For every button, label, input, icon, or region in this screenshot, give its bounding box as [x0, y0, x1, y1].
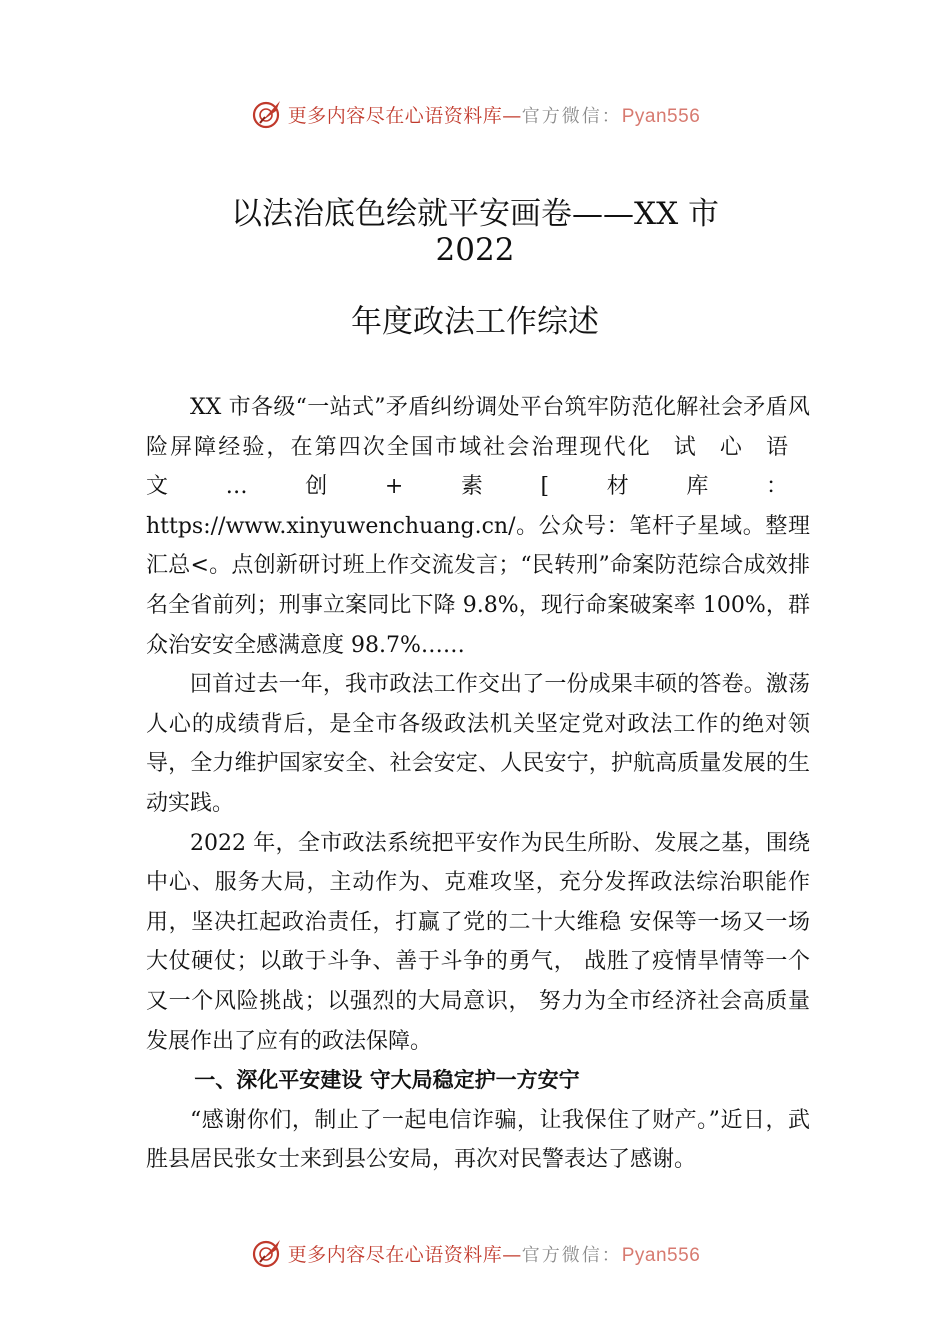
section-heading-1: 一、深化平安建设 守大局稳定护一方安宁	[194, 1068, 580, 1093]
watermark-dash: —	[502, 104, 522, 127]
document-title-line3: 年度政法工作综述	[351, 304, 599, 340]
footer-watermark-banner	[0, 1233, 950, 1273]
watermark-dash: —	[502, 1243, 522, 1266]
paragraph-4: “感谢你们，制止了一起电信诈骗，让我保住了财产。”近日，武胜县居民张女士来到县公安局，再次对民警表达了感谢。	[146, 1107, 810, 1173]
document-title-line2: 2022	[435, 232, 515, 268]
watermark-official-label: 官方微信：	[521, 105, 622, 127]
watermark-official-label: 官方微信：	[521, 1244, 622, 1266]
paragraph-1-part-c: https://	[146, 513, 226, 539]
paragraph-1-part-d: www.xinyuwenchuang.cn/。公众号：笔杆子星域。整理汇总<。点创新研讨班上作交流发言；“民转刑”命案防范综合成效排名全省前列；刑事立案同比下降 9.8%，现行命案破案率 100%，群众治安安全感满意度 98.7%……	[146, 513, 810, 658]
paragraph-1-part-b: 化试心语文…创+素[材库：	[146, 434, 810, 500]
document-title-line1: 以法治底色绘就平安画卷——XX 市	[231, 196, 719, 232]
document-body	[146, 388, 810, 1180]
watermark-text	[288, 101, 701, 128]
watermark-wechat-id: Pyan556	[621, 1244, 701, 1266]
paragraph-1-part-a: XX 市各级“一站式”矛盾纠纷调处平台筑牢防范化解社会矛盾风险屏障经验，在第四次全国市域社会治理现代	[146, 395, 810, 460]
watermark-site-name: 更多内容尽在心语资料库	[287, 1243, 503, 1266]
paragraph-1	[146, 388, 810, 665]
header-watermark-banner	[0, 94, 950, 134]
paragraph-2: 回首过去一年，我市政法工作交出了一份成果丰硕的答卷。激荡人心的成绩背后，是全市各级政法机关坚定党对政法工作的绝对领导，全力维护国家安全、社会安定、人民安宁，护航高质量发展的生动实践。	[146, 672, 810, 816]
quill-seal-logo-icon	[250, 97, 284, 131]
watermark-text	[288, 1240, 701, 1267]
quill-seal-logo-icon	[250, 1236, 284, 1270]
paragraph-3: 2022 年，全市政法系统把平安作为民生所盼、发展之基，围绕中心、服务大局，主动作为、克难攻坚，充分发挥政法综治职能作用，坚决扛起政治责任，打赢了党的二十大维稳 安保等一场又一场大仗硬仗；以敢于斗争、善于斗争的勇气， 战胜了疫情旱情等一个又一个风险挑战；以强烈的大局意识， 努力为全市经济社会高质量发展作出了应有的政法保障。	[146, 830, 810, 1054]
watermark-site-name: 更多内容尽在心语资料库	[287, 104, 503, 127]
watermark-wechat-id: Pyan556	[621, 105, 701, 127]
